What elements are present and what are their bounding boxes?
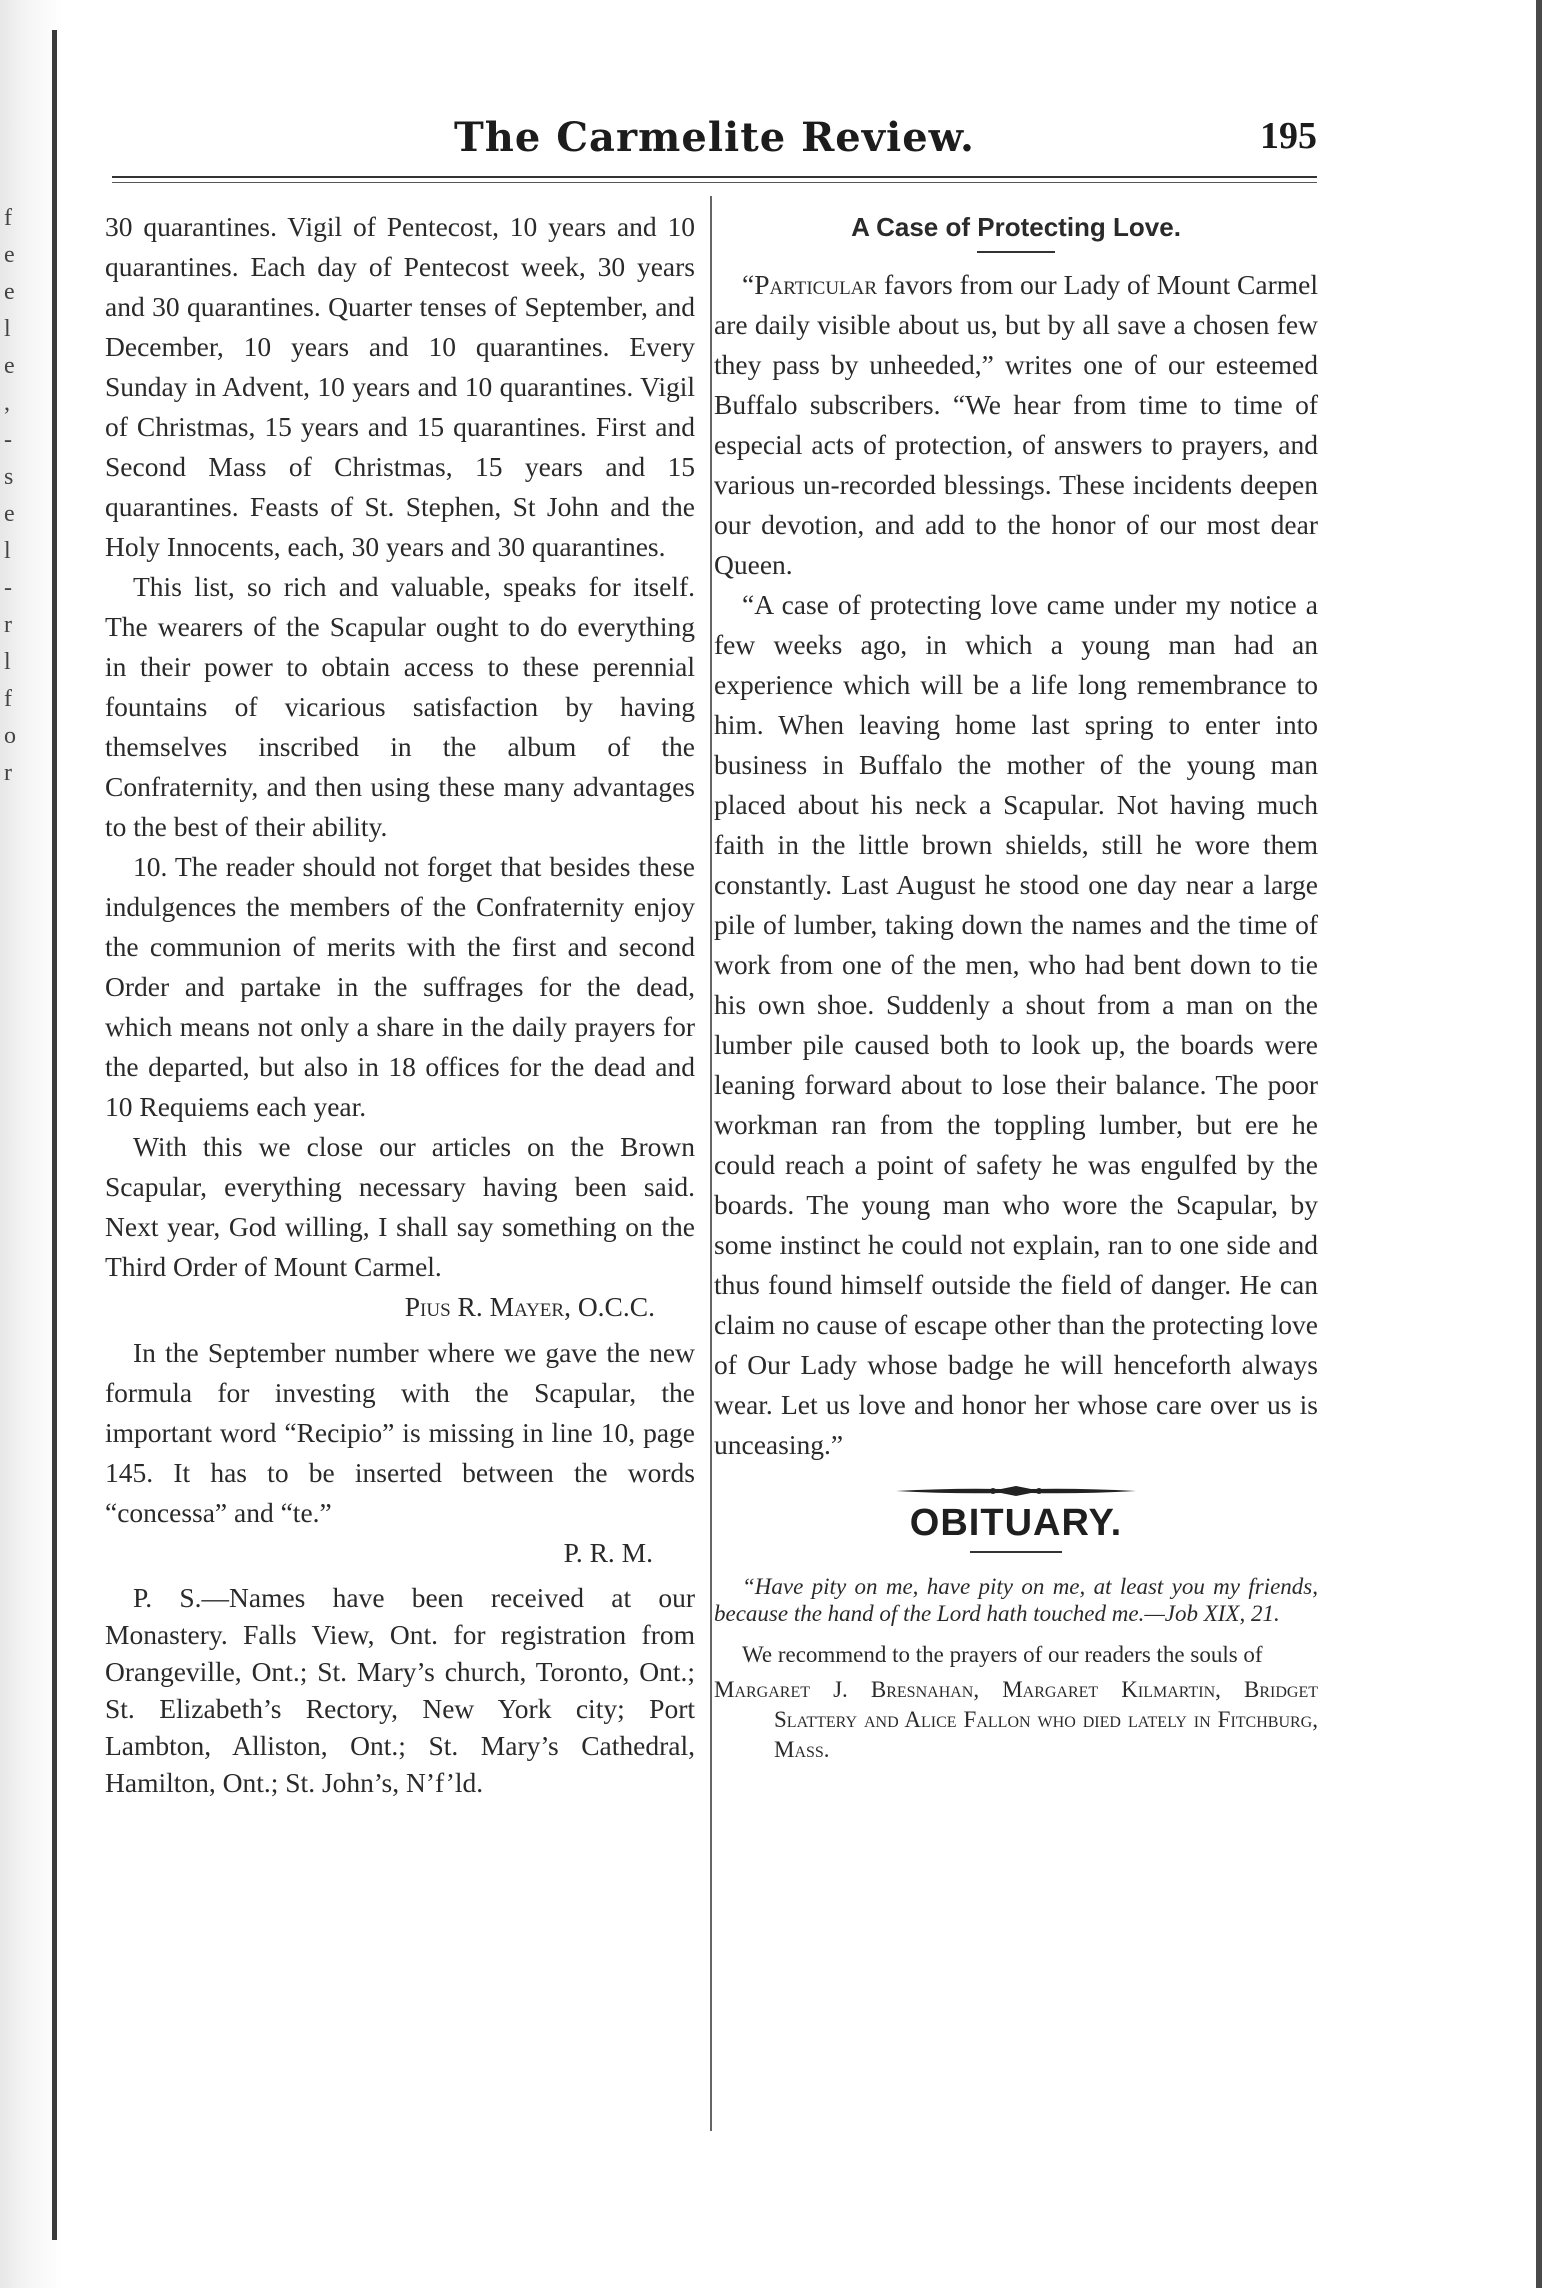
margin-letter: s (4, 464, 14, 490)
title-rule (977, 251, 1055, 253)
article-paragraph-1-text: favors from our Lady of Mount Carmel are daily visible about us, but by all save a chosen few they pass by unheeded,” writes one of our esteemed Buffalo subscribers. “We hear from time to time of especial acts of protection, of answers to prayers, and various un-recorded blessings. These incidents deepen our devotion, and add to the honor of our most dear Queen. (714, 269, 1318, 580)
ornament-divider-icon (891, 1483, 1141, 1499)
left-column (105, 207, 695, 1801)
column-divider (710, 196, 712, 2131)
postscript-paragraph: P. S.—Names have been received at our Monastery. Falls View, Ont. for registration from Orangeville, Ont.; St. Mary’s church, Toronto, Ont.; St. Elizabeth’s Rectory, New York city; Port Lambton, Alliston, Ont.; St. Mary’s Cathedral, Hamilton, Ont.; St. John’s, N’f’ld. (105, 1582, 695, 1798)
page-number: 195 (1260, 115, 1317, 157)
header-rule-thin (112, 182, 1317, 183)
scapular-paragraph: This list, so rich and valuable, speaks for itself. The wearers of the Scapular ought to do everything in their power to obtain access to these perennial fountains of vicarious satisfaction by having themselves inscribed in the album of the Confraternity, and then using these many advantages to the best of their ability. (105, 571, 695, 842)
margin-letter: e (4, 501, 15, 527)
article-paragraph-1 (714, 265, 1318, 585)
initials-signature: P. R. M. (563, 1537, 653, 1568)
journal-title: The Carmelite Review. (454, 114, 975, 161)
header-rule (112, 176, 1317, 178)
indulgence-list-paragraph: 30 quarantines. Vigil of Pentecost, 10 years and 10 quarantines. Each day of Pentecost week, 30 years and 30 quarantines. Quarter tenses of September, and December, 10 years and 10 quarantines. Every Sunday in Advent, 10 years and 10 quarantines. Vigil of Christmas, 15 years and 15 quarantines. First and Second Mass of Christmas, 15 years and 15 quarantines. Feasts of St. Stephen, St John and the Holy Innocents, each, 30 years and 30 quarantines. (105, 211, 695, 562)
obituary-names: Margaret J. Bresnahan, Margaret Kilmartin, Bridget Slattery and Alice Fallon who died lately in Fitchburg, Mass. (714, 1677, 1318, 1762)
margin-letter: r (4, 612, 12, 638)
obituary-recommendation: We recommend to the prayers of our readers the souls of (742, 1642, 1263, 1667)
margin-letter: e (4, 279, 15, 305)
margin-letter: l (4, 316, 11, 342)
closing-paragraph: With this we close our articles on the Brown Scapular, everything necessary having been said. Next year, God willing, I shall say something on the Third Order of Mount Carmel. (105, 1131, 695, 1282)
binding-edge (52, 30, 57, 2240)
confraternity-paragraph: 10. The reader should not forget that besides these indulgences the members of the Confraternity enjoy the communion of merits with the first and second Order and partake in the suffrages for the dead, which means not only a share in the daily prayers for the departed, but also in 18 offices for the dead and 10 Requiems each year. (105, 851, 695, 1122)
obituary-rule (970, 1551, 1062, 1553)
margin-letter: e (4, 353, 15, 379)
obituary-heading: OBITUARY. (909, 1502, 1123, 1544)
article-title: A Case of Protecting Love. (851, 212, 1181, 242)
article-paragraph-2: “A case of protecting love came under my notice a few weeks ago, in which a young man had an experience which will be a life long remembrance to him. When leaving home last spring to enter into business in Buffalo the mother of the young man placed about his neck a Scapular. Not having much faith in the little brown shields, still he wore them constantly. Last August he stood one day near a large pile of lumber, taking down the names and the time of work from one of the men, who had bent down to tie his own shoe. Suddenly a shout from a man on the lumber pile caused both to look up, the boards were leaning forward about to lose their balance. The poor workman ran from the toppling lumber, but ere he could reach a point of safety he was engulfed by the boards. The young man who wore the Scapular, by some instinct he could not explain, ran to one side and thus found himself outside the field of danger. He can claim no cause of escape other than the protecting love of Our Lady whose badge he will henceforth always wear. Let us love and honor her whose care over us is unceasing.” (714, 589, 1318, 1460)
margin-letter: e (4, 242, 15, 268)
correction-paragraph: In the September number where we gave the new formula for investing with the Scapular, the important word “Recipio” is missing in line 10, page 145. It has to be inserted between the words “concessa” and “te.” (105, 1337, 695, 1528)
previous-page-margin (4, 200, 24, 792)
running-header (112, 114, 1317, 174)
margin-letter: f (4, 205, 12, 231)
margin-letter: f (4, 686, 12, 712)
margin-letter: o (4, 723, 16, 749)
margin-letter: , (4, 390, 10, 416)
author-signature: Pius R. Mayer, O.C.C. (404, 1291, 655, 1322)
margin-letter: - (4, 427, 12, 453)
page-edge (1536, 0, 1542, 2288)
margin-letter: l (4, 649, 11, 675)
lead-word: “Particular (742, 269, 878, 300)
margin-letter: - (4, 575, 12, 601)
obituary-epigraph: “Have pity on me, have pity on me, at least you my friends, because the hand of the Lord hath touched me.—Job XIX, 21. (714, 1574, 1318, 1626)
margin-letter: r (4, 760, 12, 786)
right-column (714, 207, 1318, 1765)
margin-letter: l (4, 538, 11, 564)
